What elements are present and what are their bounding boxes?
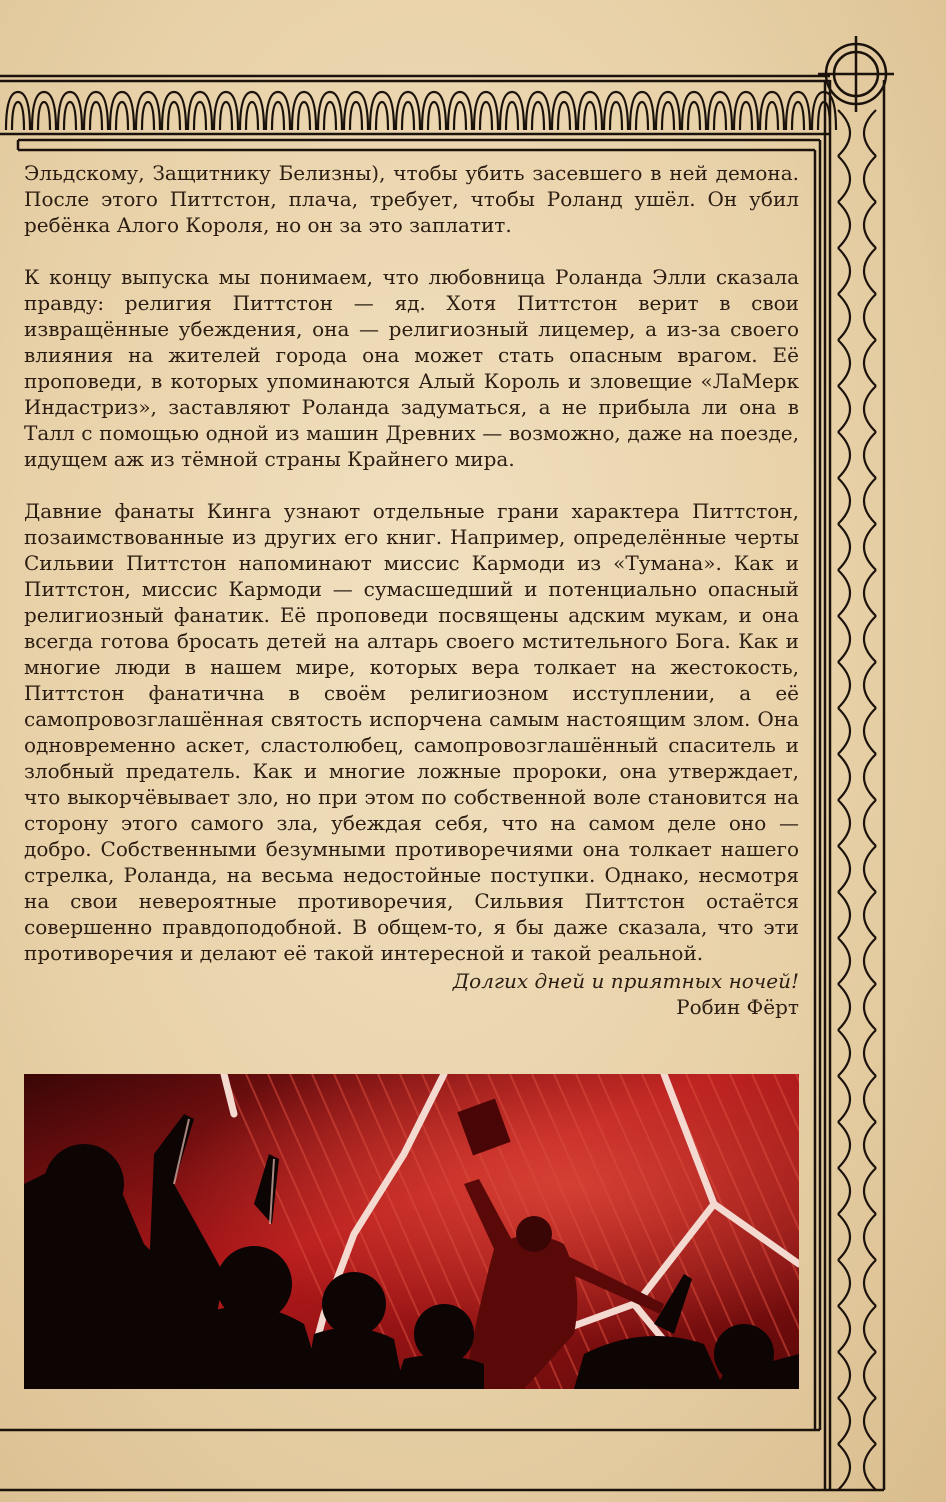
- author-name: Робин Фёрт: [676, 995, 799, 1019]
- paragraph-1: Эльдскому, Защитнику Белизны), чтобы убить засевшего в ней демона. После этого Питтстон, плача, требует, чтобы Роланд ушёл. Он убил ребёнка Алого Короля, но он за это заплатит.: [24, 161, 799, 237]
- signoff: [24, 968, 799, 1020]
- paragraph-3: Давние фанаты Кинга узнают отдельные грани характера Питтстон, позаимствованные из других его книг. Например, определённые черты Сильвии Питтстон напоминают миссис Кармоди из «Тумана». Как и Питтстон, миссис Кармоди — сумасшедший и потенциально опасный религиозный фанатик. Её проповеди посвящены адским мукам, и она всегда готова бросать детей на алтарь своего мстительного Бога. Как и многие люди в нашем мире, которых вера толкает на жестокость, Питтстон фанатична в своём религиозном исступлении, а её самопровозглашённая святость испорчена самым настоящим злом. Она одновременно аскет, сластолюбец, самопровозглашённый спаситель и злобный предатель. Как и многие ложные пророки, она утверждает, что выкорчёвывает зло, но при этом по собственной воле становится на сторону этого самого зла, убеждая себя, что на самом деле оно — добро. Собственными безумными противоречиями она толкает нашего стрелка, Роланда, на весьма недостойные поступки. Однако, несмотря на свои невероятные противоречия, Сильвия Питтстон остаётся совершенно правдоподобной. В общем-то, я бы даже сказала, что эти противоречия и делают её такой интересной и такой реальной.: [24, 499, 799, 965]
- farewell-line: Долгих дней и приятных ночей!: [452, 969, 799, 993]
- paragraph-2: К концу выпуска мы понимаем, что любовница Роланда Элли сказала правду: религия Питтстон — яд. Хотя Питтстон верит в свои извращённые убеждения, она — религиозный лицемер, а из-за своего влияния на жителей города она может стать опасным врагом. Её проповеди, в которых упоминаются Алый Король и зловещие «ЛаМерк Индастриз», заставляют Роланда задуматься, а не прибыла ли она в Талл с помощью одной из машин Древних — возможно, даже на поезде, идущем аж из тёмной страны Крайнего мира.: [24, 265, 799, 471]
- article-body: [24, 160, 799, 992]
- comic-illustration: [24, 1074, 799, 1389]
